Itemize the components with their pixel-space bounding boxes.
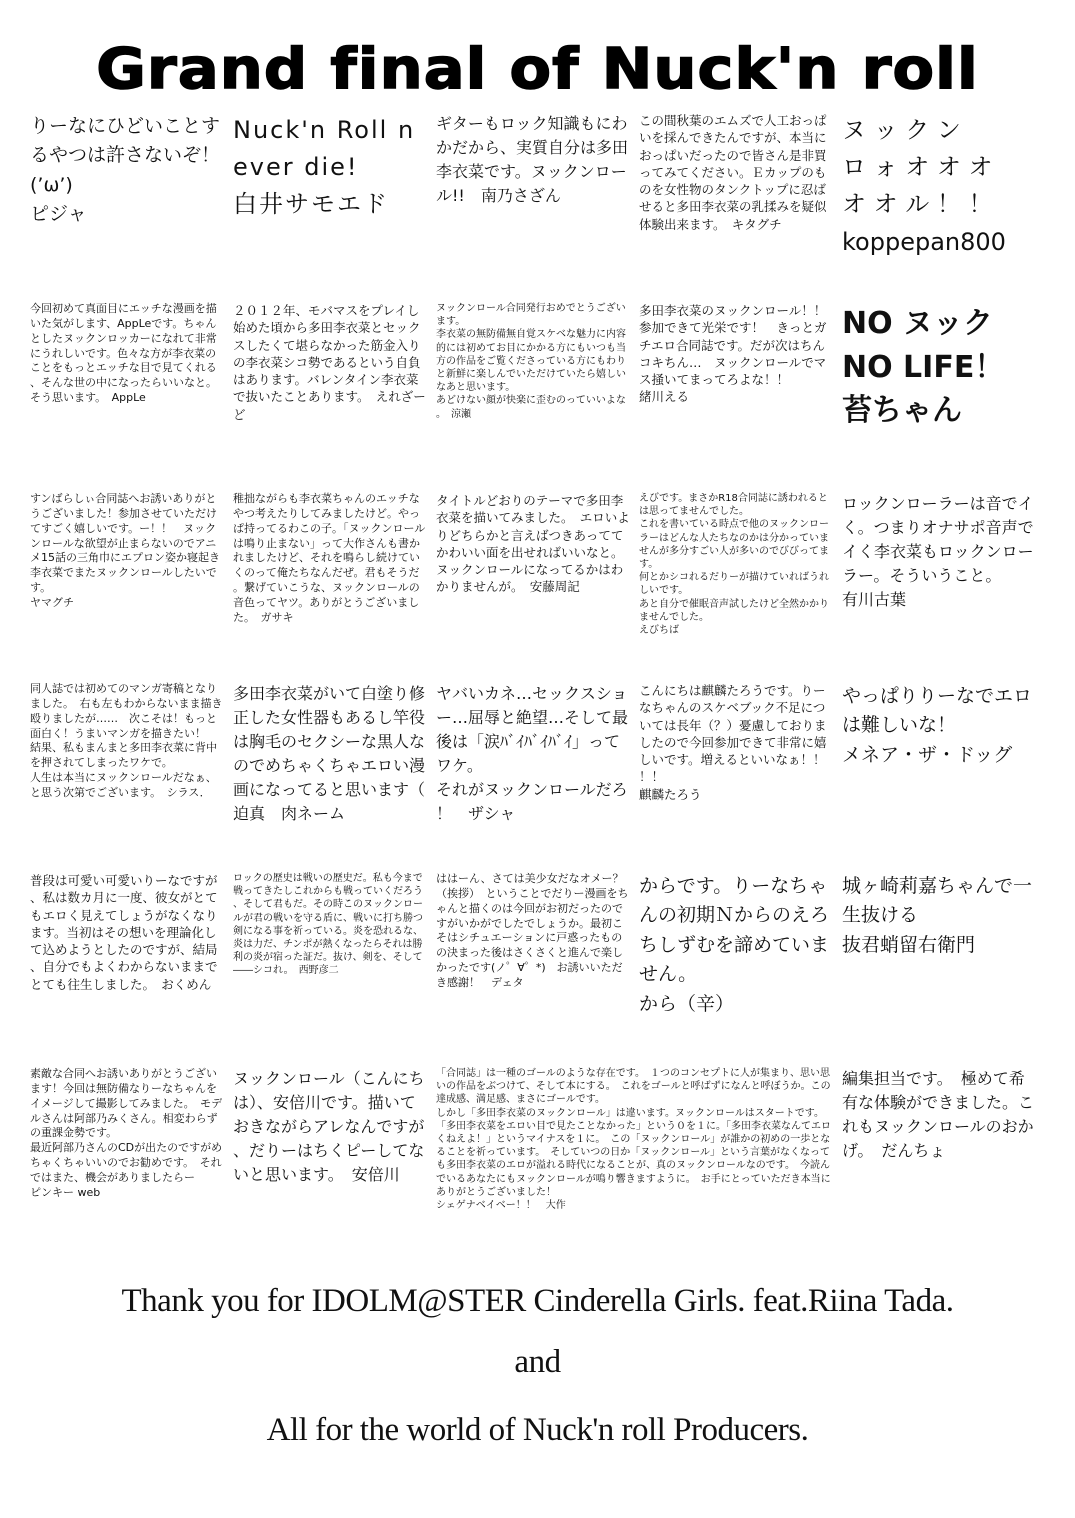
message-cell [233,682,427,872]
message-text: ギターもロック知識もにわかだから、実質自分は多田李衣菜です。ヌックンロール!! 南乃さざん [436,114,629,205]
message-cell [30,682,224,872]
message-text: すンばらしぃ合同誌へお誘いありがとうございました！参加させていただけてすごく嬉しいです。ー！！ ヌックンロールな欲望が止まらないのでアニメ15話の三角巾にエプロン姿か寝起き李衣菜でまたヌックンロールしたいです。 ヤマグチ [30,492,220,609]
message-cell [233,112,427,302]
message-text: ヌ ッ ク ン ロ ォ オ オ オ オ オ ル ！ ！ koppepan800 [842,116,1006,256]
message-text: 素敵な合同へお誘いありがとうございます！今回は無防備なりーなちゃんをイメージして撮影してみました。 モデルさんは阿部乃みくさん。相変わらずの重課金勢です。 最近阿部乃さんのCDが出たのですがめちゃくちゃいいのでお勧めです。 それではまた、機会がありましたらー ピンキー web [30,1067,223,1199]
message-text: ロックの歴史は戦いの歴史だ。私も今まで戦ってきたしこれからも戦っていくだろう、そして君もだ。その時このヌックンロールが君の戦いを守る盾に、戦いに打ち勝つ剣になる事を祈っている。炎を恐れるな、炎は力だ、チンポが熱くなったらそれは勝利の炎が宿った証だ。抜け、剣を、そして――シコれ。 西野彦二 [233,873,423,977]
message-cell [233,872,427,1067]
message-cell [436,492,630,682]
page-title: Grand final of Nuck'n roll [96,37,979,102]
message-cell [233,1067,427,1257]
message-cell [30,302,224,492]
message-text: 編集担当です。 極めて希有な体験ができました。これもヌックンロールのおかげ。 だんちょ [842,1069,1035,1160]
message-cell [436,302,630,492]
message-cell [842,302,1036,492]
message-text: 城ヶ崎莉嘉ちゃんで一生抜ける 抜君蛸留右衛門 [842,875,1033,956]
message-text: やっぱりりーなでエロは難しいな！ メネア・ザ・ドッグ [842,685,1033,766]
footer-thanks-line: Thank you for IDOLM@STER Cinderella Girls. feat.Riina Tada. [121,1283,954,1319]
message-text: 「合同誌」は一種のゴールのような存在です。 １つのコンセプトに人が集まり、思い思いの作品をぶつけて、そして本にする。 これをゴールと呼ばずになんと呼ぼうか。この達成感、満足感、まさにゴールです。 しかし「多田李衣菜のヌックンロール」は違います。ヌックンロールはスタートです。 「多田李衣菜をエロい目で見たことなかった」という０を１に。「多田李衣菜なんてエロくねえよ！」というマイナスを１に。 この「ヌックンロール」が誰かの初めの一歩となることを祈っています。 そしていつの日か「ヌックンロール」という言葉がなくなっても多田李衣菜のエロが溢れる時代になることが、真のヌックンロールなのです。 今読んでいるあなたにもヌックンロールが鳴り響きますように。 お手にとっていただき本当にありがとうございました！ シェゲナベイベー！！ 大作 [436,1068,831,1211]
message-text: ははーん、さては美少女だなオメー？（挨拶） ということでだりー漫画をちゃんと描くのは今回がお初だったのですがいかがでしたでしょうか。最初こそはシチュエーションに戸惑ったものの決まった後はさくさくと進んで楽しかったです(ノ゜∀゜*) お誘いいただき感謝！ デェタ [436,872,629,989]
message-text: えびです。まさかR18合同誌に誘われるとは思ってませんでした。 これを書いている時点で他のヌックンローラーはどんな人たちなのかは分かっていませんが多分すごい人が多いのでびびってます。 何とかシコれるだりーが描けていればうれしいです。 あと自分で催眠音声試したけど全然かかりませんでした。 えびちば [639,493,829,636]
message-text: 稚拙ながらも李衣菜ちゃんのエッチなやつ考えたりしてみましたけど。やっぱ持ってるわこの子。「ヌックンロールは鳴り止まない」って大作さんも書かれましたけど、それを鳴らし続けていくのって俺たちなんだぜ。君もそうだ。繋げていこうな、ヌックンロールの音色ってヤツ。ありがとうございました。 ガサキ [233,492,426,624]
message-text: りーなにひどいことするやつは許さないぞ！(’ω’) ピジャ [30,115,221,226]
message-text: タイトルどおりのテーマで多田李衣菜を描いてみました。 エロいよりどちらかと言えばつきあってて かわいい面を出せればいいなと。 ヌックンロールになってるかはわかりませんが。 安藤周記 [436,493,630,595]
message-cell [30,1067,224,1257]
message-cell [639,302,833,492]
message-cell [436,872,630,1067]
message-cell [30,492,224,682]
message-text: 同人誌では初めてのマンガ寄稿となりました。 右も左もわからないまま描き殴りましたが…… 次こそは！もっと面白く！うまいマンガを描きたい！ 結果、私もまんまと多田李衣菜に背中を押されてしまったワケで。 人生は本当にヌックンロールだなぁ、と思う次第でございます。 シラス． [30,682,223,799]
message-cell [639,492,833,682]
message-cell [436,1067,833,1257]
message-cell [842,112,1036,302]
message-cell [842,872,1036,1067]
message-text: こんにちは麒麟たろうです。りーなちゃんのスケベブック不足については長年（？）憂慮しておりましたので今回参加できて非常に嬉しいです。増えるといいなぁ！！！！ 麒麟たろう [639,683,827,802]
message-cell [842,1067,1036,1257]
message-cell [233,302,427,492]
message-text: ヤバいカネ…セックスショー…屈辱と絶望…そして最後は「涙ﾊﾞｲﾊﾞｲﾊﾞｲ」ってワケ。 それがヌックンロールだろ！ ザシャ [436,684,629,823]
message-cell [639,872,833,1067]
message-text: 今回初めて真面目にエッチな漫画を描いた気がします、AppLeです。ちゃんとしたヌックンロッカーになれて非常にうれしいです。色々な方が李衣菜のことをもっとエッチな目で見てくれる、そんな世の中になったらいいなと。そう思います。 AppLe [30,302,217,405]
message-text: 多田李衣菜のヌックンロール！！参加できて光栄です！ きっとガチエロ合同誌です。だが次はちんコキちん… ヌックンロールでマス掻いてまってろよな！！ 緒川える [639,303,827,405]
message-cell [842,492,1036,682]
message-cell [842,682,1036,872]
message-cell [30,872,224,1067]
message-grid [30,112,1050,1262]
message-text: ２０１２年、モバマスをプレイし始めた頃から多田李衣菜とセックスしたくて堪らなかった筋金入りの李衣菜シコ勢であるという自負はあります。バレンタイン李衣菜で抜いたことあります。 えれざーど [233,303,426,422]
message-text: ロックンローラーは音でイく。つまりオナサポ音声でイく李衣菜もロックンローラー。そういうこと。 有川古葉 [842,494,1034,609]
message-cell [639,112,833,302]
footer-and-line: and [514,1344,561,1380]
message-text: からです。りーなちゃんの初期Ｎからのえろちしずむを諦めていません。 から（辛） [639,875,830,1015]
message-cell [639,682,833,872]
message-cell [30,112,224,302]
message-text: 普段は可愛い可愛いりーなですが、私は数カ月に一度、彼女がとてもエロく見えてしょうがなくなります。当初はその想いを理論化して込めようとしたのですが、結局、自分でもよくわからないままでとても往生しました。 おくめん [30,873,218,992]
message-text: この間秋葉のエムズで人工おっぱいを採んできたんですが、本当におっぱいだったので皆さん是非買ってみてください。Ｅカップのものを女性物のタンクトップに忍ばせると多田李衣菜の乳揉みを疑似体験出来ます。 キタグチ [639,113,827,232]
message-text: 多田李衣菜がいて白塗り修正した女性器もあるし竿役は胸毛のセクシーな黒人なのでめちゃくちゃエロい漫画になってると思います（迫真 肉ネーム [233,684,426,823]
message-cell [436,112,630,302]
message-text: Nuck'n Roll never die! 白井サモエド [233,116,416,219]
message-text: ヌックンロール（こんにちは）、安倍川です。描いておきながらアレなんですが、だりーはちくピーしてないと思います。 安倍川 [233,1069,425,1184]
message-text: ヌックンロール合同発行おめでとうございます。 李衣菜の無防備無自覚スケベな魅力に内容的には初めてお目にかかる方にもいつも当方の作品をご覧くださっている方にもわりと新鮮に楽しんでいただけていたら嬉しいなあと思います。 あどけない顔が快楽に歪むのっていいよな。 涼瀬 [436,303,626,420]
footer-producers-line: All for the world of Nuck'n roll Producers. [266,1412,809,1448]
message-cell [436,682,630,872]
message-cell [233,492,427,682]
message-text: NO ヌック NO LIFE！ 苔ちゃん [842,306,1005,428]
